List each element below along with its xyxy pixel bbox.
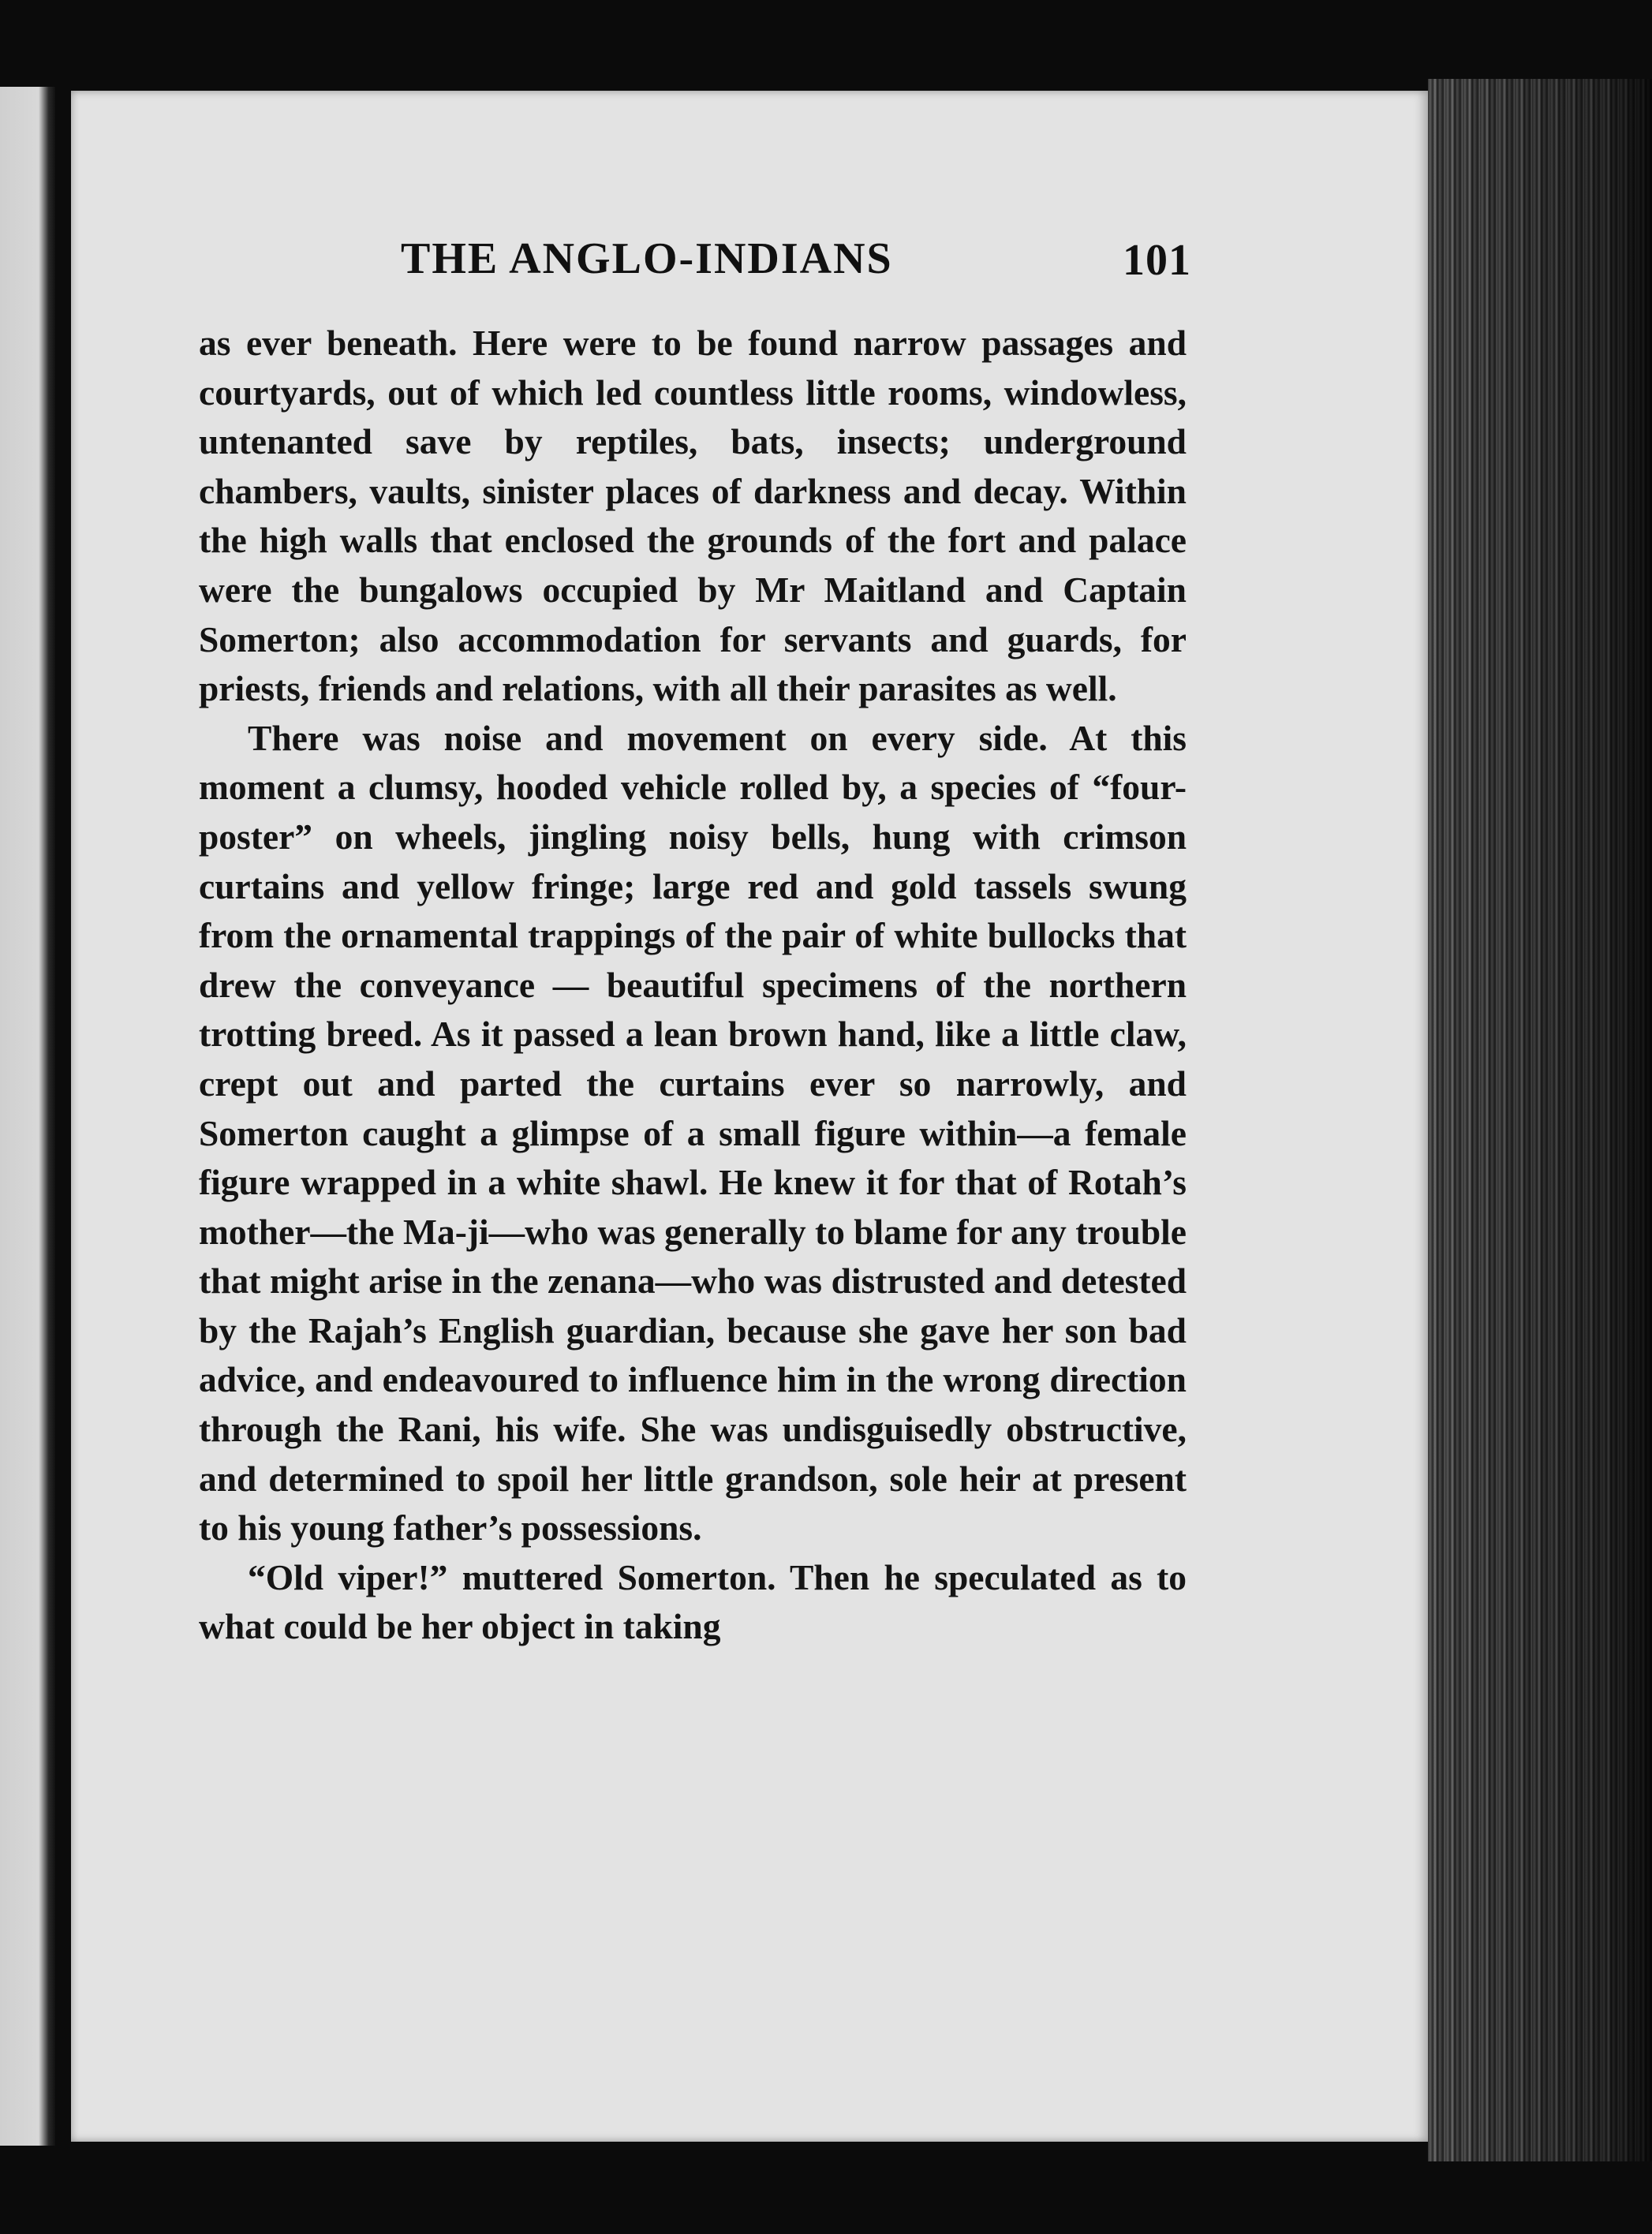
running-head xyxy=(197,233,1191,297)
page-number: 101 xyxy=(1123,236,1191,285)
paragraph-vehicle: There was noise and movement on every side. At this moment a clumsy, hooded vehicle rolled by, a species of “four-poster” on wheels, jingling noisy bells, hung with crimson curtains and yellow fringe; large red and gold tassels swung from the ornamental trappings of the pair of white bullocks that drew the conveyance — beautiful specimens of the northern trotting breed. As it passed a lean brown hand, like a little claw, crept out and parted the curtains ever so narrowly, and Somerton caught a glimpse of a small figure within—a female figure wrapped in a white shawl. He knew it for that of Rotah’s mother—the Ma-ji—who was generally to blame for any trouble that might arise in the zenana—who was distrusted and detested by the Rajah’s English guardian, because she gave her son bad advice, and endeavoured to influence him in the wrong direction through the Rani, his wife. She was undisguisedly obstructive, and determined to spoil her little grandson, sole heir at present to his young father’s possessions. xyxy=(199,717,1187,1548)
running-head-title: THE ANGLO-INDIANS xyxy=(401,234,893,283)
left-page-edge xyxy=(0,87,55,2146)
body-text xyxy=(199,319,1187,1652)
paragraph-continuation: as ever beneath. Here were to be found narrow passages and courtyards, out of which led countless little rooms, windowless, untenanted save by reptiles, bats, insects; underground chambers, vaults, sinister places of darkness and decay. Within the high walls that enclosed the grounds of the fort and palace were the bungalows occupied by Mr Maitland and Captain Somerton; also accommodation for servants and guards, for priests, friends and relations, with all their parasites as well. xyxy=(199,323,1187,709)
page-edges-shadow xyxy=(1428,79,1652,2161)
paragraph-old-viper: “Old viper!” muttered Somerton. Then he speculated as to what could be her object in taking xyxy=(199,1556,1187,1647)
